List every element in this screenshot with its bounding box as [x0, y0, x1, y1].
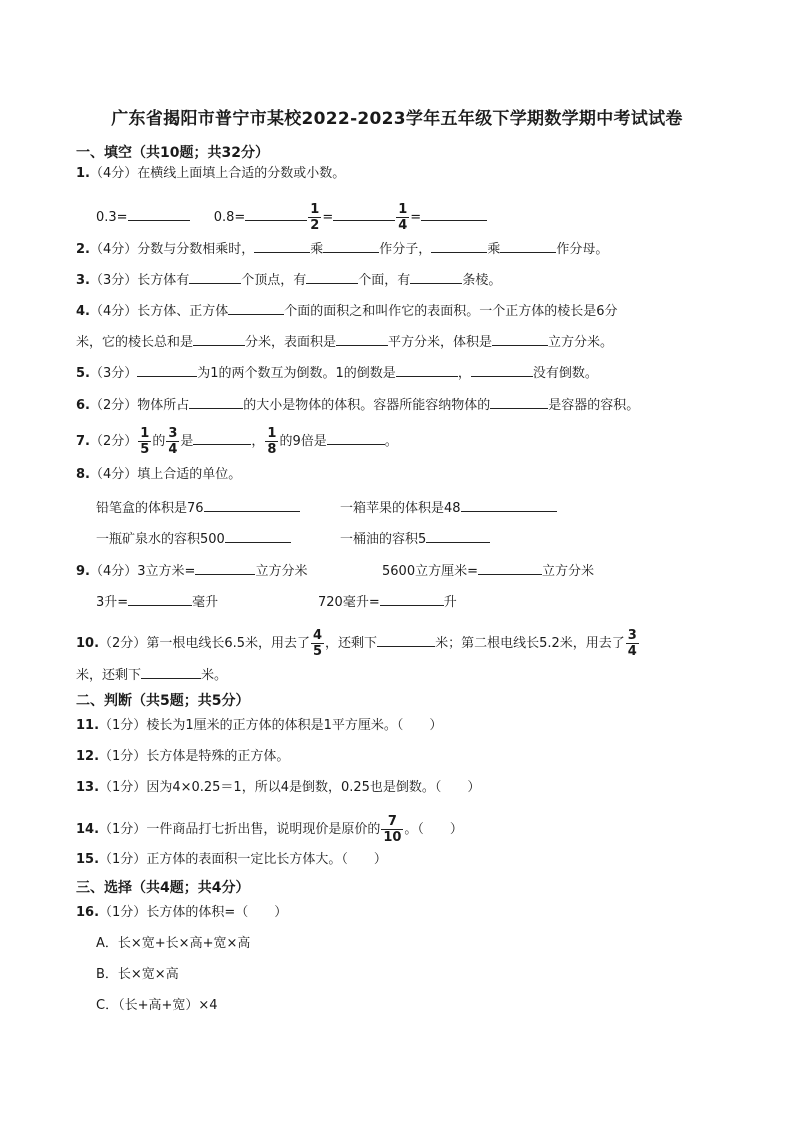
question-text: 正方体的表面积一定比长方体大。（ ） — [146, 852, 387, 867]
question-11 — [76, 716, 442, 736]
answer-blank[interactable] — [306, 269, 358, 284]
question-text: 在横线上面填上合适的分数或小数。 — [137, 166, 346, 181]
question-text: 乘 — [487, 242, 501, 257]
question-score: （2分） — [89, 398, 138, 413]
question-text: 因为4×0.25＝1，所以4是倒数，0.25也是倒数。（ ） — [146, 780, 481, 795]
question-text: 的大小是物体的体积。容器所能容纳物体的 — [243, 398, 491, 413]
question-14 — [76, 814, 463, 845]
question-15 — [76, 850, 387, 870]
item-text: 5600立方厘米= — [382, 564, 478, 579]
question-number: 14. — [76, 822, 100, 837]
question-text: 没有倒数。 — [532, 366, 598, 381]
question-text: 乘 — [310, 242, 324, 257]
answer-blank[interactable] — [141, 664, 201, 679]
item-text: 一箱苹果的体积是48 — [340, 501, 461, 516]
question-number: 2. — [76, 242, 90, 257]
item-text: 一桶油的容积5 — [340, 532, 427, 547]
answer-blank[interactable] — [461, 497, 557, 512]
question-score: （4分） — [89, 564, 138, 579]
question-text: 第一根电线长6.5米，用去了 — [146, 636, 310, 651]
fraction: $\frac{4}{5}$ — [313, 628, 323, 659]
question-text: 平方分米，体积是 — [388, 335, 493, 350]
question-1 — [76, 164, 345, 184]
question-number: 5. — [76, 366, 90, 381]
question-score: （1分） — [99, 749, 147, 764]
question-text: 长方体、正方体 — [137, 304, 229, 319]
option-c[interactable]: C．（长+高+宽）×4 — [96, 998, 218, 1013]
question-number: 11. — [76, 718, 100, 733]
answer-blank[interactable] — [492, 331, 548, 346]
question-text: 为1的两个数互为倒数。1的倒数是 — [197, 366, 396, 381]
item-text: 0.3= — [96, 210, 128, 225]
question-text: ，还剩下 — [325, 636, 378, 651]
answer-blank[interactable] — [254, 238, 310, 253]
fraction: $\frac{1}{5}$ — [140, 426, 150, 457]
question-text: 长方体是特殊的正方体。 — [146, 749, 290, 764]
question-text: 个顶点，有 — [241, 273, 307, 288]
question-text: 分数与分数相乘时， — [137, 242, 255, 257]
question-score: （2分） — [99, 636, 147, 651]
item-text: 铅笔盒的体积是76 — [96, 501, 204, 516]
item-text: 毫升 — [192, 595, 219, 610]
question-text: 米；第二根电线长5.2米，用去了 — [435, 636, 625, 651]
question-text: 长方体的体积=（ ） — [146, 905, 288, 920]
question-10 — [76, 628, 640, 659]
answer-blank[interactable] — [478, 560, 542, 575]
question-number: 16. — [76, 905, 100, 920]
answer-blank[interactable] — [327, 430, 385, 445]
question-number: 13. — [76, 780, 100, 795]
question-text: 米，它的棱长总和是 — [76, 335, 194, 350]
item-text: 3立方米= — [137, 564, 196, 579]
question-5 — [76, 362, 598, 384]
question-text: 作分母。 — [556, 242, 609, 257]
answer-blank[interactable] — [204, 497, 300, 512]
fraction: $\frac{3}{4}$ — [168, 426, 178, 457]
item-text: 3升= — [96, 595, 129, 610]
question-9-item-d — [318, 591, 457, 613]
question-text: 。 — [384, 434, 398, 449]
fraction: $\frac{7}{10}$ — [383, 814, 402, 845]
question-number: 7. — [76, 434, 90, 449]
answer-blank[interactable] — [323, 238, 379, 253]
section-true-false: 二、判断（共5题；共5分） — [76, 693, 250, 709]
answer-blank[interactable] — [228, 300, 284, 315]
question-8-item-c — [96, 528, 291, 550]
question-text: 立方分米。 — [548, 335, 614, 350]
question-text: 个面的面积之和叫作它的表面积。一个正方体的棱长是6分 — [284, 304, 618, 319]
item-text: 一瓶矿泉水的容积500 — [96, 532, 225, 547]
question-8-item-b — [340, 497, 557, 519]
section-multiple-choice: 三、选择（共4题；共4分） — [76, 880, 250, 896]
question-text: 作分子， — [379, 242, 432, 257]
question-score: （4分） — [89, 242, 138, 257]
question-16 — [76, 903, 287, 923]
question-text: ， — [457, 366, 471, 381]
question-text: 个面，有 — [358, 273, 411, 288]
fraction: $\frac{3}{4}$ — [627, 628, 637, 659]
question-score: （1分） — [99, 718, 147, 733]
question-number: 15. — [76, 852, 100, 867]
question-score: （4分） — [89, 467, 138, 482]
answer-blank[interactable] — [189, 269, 241, 284]
item-text: 立方分米 — [255, 564, 308, 579]
question-8 — [76, 465, 241, 485]
answer-blank[interactable] — [128, 206, 190, 221]
equals-sign: = — [322, 210, 334, 225]
answer-blank[interactable] — [137, 362, 197, 377]
answer-blank[interactable] — [396, 362, 458, 377]
question-7 — [76, 426, 398, 457]
question-text: 的 — [152, 434, 166, 449]
question-score: （1分） — [99, 780, 147, 795]
fraction: $\frac{1}{4}$ — [398, 202, 408, 233]
question-text: 的9倍是 — [279, 434, 327, 449]
question-text: 长方体有 — [137, 273, 190, 288]
question-text: 米，还剩下 — [76, 668, 142, 683]
question-score: （3分） — [89, 366, 138, 381]
question-9-item-b — [382, 560, 594, 582]
question-number: 4. — [76, 304, 90, 319]
answer-blank[interactable] — [421, 206, 487, 221]
question-score: （1分） — [99, 905, 147, 920]
answer-blank[interactable] — [377, 632, 435, 647]
question-score: （3分） — [89, 273, 138, 288]
question-number: 1. — [76, 166, 90, 181]
question-score: （4分） — [89, 304, 138, 319]
item-text: 720毫升= — [318, 595, 380, 610]
question-1-items — [96, 202, 487, 233]
question-text: 米。 — [201, 668, 228, 683]
answer-blank[interactable] — [189, 394, 243, 409]
answer-blank[interactable] — [225, 528, 291, 543]
question-2 — [76, 238, 608, 260]
fraction: $\frac{1}{2}$ — [310, 202, 320, 233]
question-8-item-a — [96, 497, 300, 519]
answer-blank[interactable] — [195, 560, 255, 575]
answer-blank[interactable] — [426, 528, 490, 543]
question-number: 10. — [76, 636, 100, 651]
fraction: $\frac{1}{8}$ — [267, 426, 277, 457]
equals-sign: = — [410, 210, 422, 225]
question-6 — [76, 394, 639, 416]
question-12 — [76, 747, 289, 767]
exam-title: 广东省揭阳市普宁市某校2022-2023学年五年级下学期数学期中考试试卷 — [111, 109, 683, 129]
question-10-cont — [76, 664, 227, 686]
question-score: （1分） — [99, 822, 147, 837]
question-text: 是 — [180, 434, 194, 449]
question-number: 3. — [76, 273, 90, 288]
item-text: 升 — [443, 595, 457, 610]
question-text: 棱长为1厘米的正方体的体积是1平方厘米。（ ） — [146, 718, 443, 733]
question-text: 一件商品打七折出售，说明现价是原价的 — [146, 822, 381, 837]
answer-blank[interactable] — [128, 591, 192, 606]
question-score: （1分） — [99, 852, 147, 867]
question-9-item-c — [96, 591, 218, 613]
question-13 — [76, 778, 480, 798]
question-8-item-d — [340, 528, 490, 550]
option-b[interactable]: B．长×宽×高 — [96, 967, 179, 982]
question-text: 条棱。 — [462, 273, 502, 288]
question-text: ， — [251, 434, 265, 449]
question-score: （2分） — [89, 434, 138, 449]
question-number: 12. — [76, 749, 100, 764]
question-3 — [76, 269, 501, 291]
question-number: 6. — [76, 398, 90, 413]
answer-blank[interactable] — [193, 430, 251, 445]
answer-blank[interactable] — [410, 269, 462, 284]
question-number: 9. — [76, 564, 90, 579]
answer-blank[interactable] — [431, 238, 487, 253]
question-number: 8. — [76, 467, 90, 482]
answer-blank[interactable] — [193, 331, 245, 346]
question-9 — [76, 560, 307, 582]
item-text: 立方分米 — [541, 564, 594, 579]
option-a[interactable]: A．长×宽+长×高+宽×高 — [96, 936, 251, 951]
question-4-cont — [76, 331, 613, 353]
question-text: 。（ ） — [404, 822, 463, 837]
answer-blank[interactable] — [490, 394, 548, 409]
item-text: 0.8= — [213, 210, 246, 225]
question-4 — [76, 300, 618, 322]
question-text: 分米，表面积是 — [245, 335, 337, 350]
answer-blank[interactable] — [245, 206, 307, 221]
answer-blank[interactable] — [500, 238, 556, 253]
answer-blank[interactable] — [333, 206, 395, 221]
section-fill-in: 一、填空（共10题；共32分） — [76, 145, 269, 161]
question-text: 物体所占 — [137, 398, 190, 413]
answer-blank[interactable] — [471, 362, 533, 377]
question-text: 填上合适的单位。 — [137, 467, 242, 482]
answer-blank[interactable] — [380, 591, 444, 606]
answer-blank[interactable] — [336, 331, 388, 346]
question-score: （4分） — [89, 166, 138, 181]
question-text: 是容器的容积。 — [548, 398, 640, 413]
